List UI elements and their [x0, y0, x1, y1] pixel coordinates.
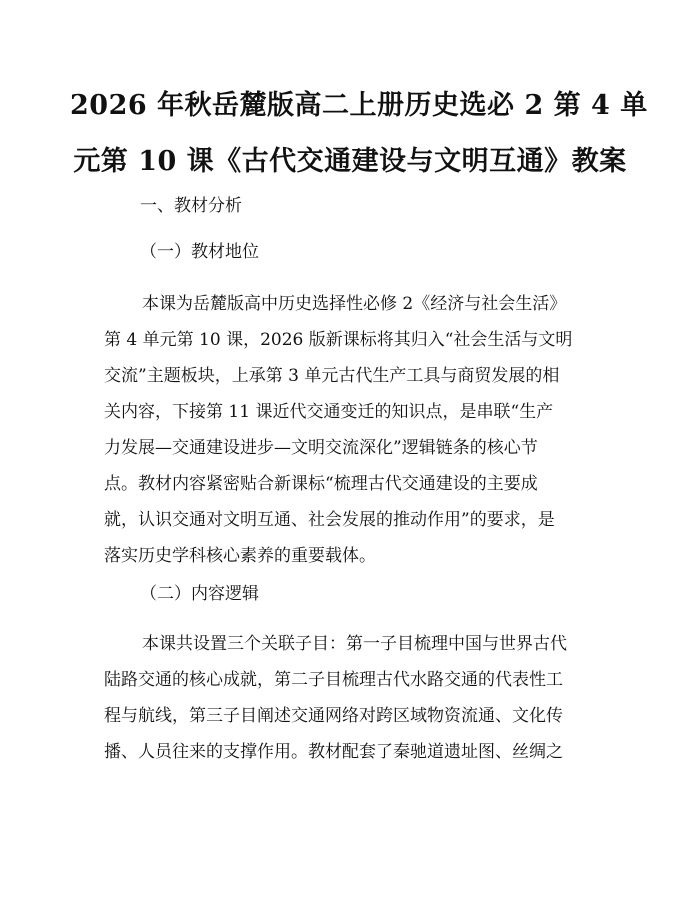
- paragraph-line: 就，认识交通对文明互通、社会发展的推动作用”的要求，是: [104, 510, 555, 530]
- title-line-1: 2026 年秋岳麓版高二上册历史选必 2 第 4 单: [70, 90, 648, 121]
- paragraph-line: 力发展—交通建设进步—文明交流深化”逻辑链条的核心节: [104, 438, 538, 458]
- paragraph-line: 交流”主题板块，上承第 3 单元古代生产工具与商贸发展的相: [104, 366, 560, 386]
- paragraph-line: 本课为岳麓版高中历史选择性必修 2《经济与社会生活》: [142, 294, 567, 314]
- subsection-heading-material-position: （一）教材地位: [140, 242, 259, 262]
- subsection-heading-content-logic: （二）内容逻辑: [140, 584, 259, 604]
- section-heading-teaching-material-analysis: 一、教材分析: [140, 196, 242, 216]
- paragraph-content-logic: [104, 626, 604, 770]
- title-line-2: 元第 10 课《古代交通建设与文明互通》教案: [73, 146, 627, 177]
- paragraph-line: 关内容，下接第 11 课近代交通变迁的知识点，是串联“生产: [104, 402, 554, 422]
- paragraph-line: 落实历史学科核心素养的重要载体。: [104, 546, 376, 566]
- paragraph-line: 陆路交通的核心成就，第二子目梳理古代水路交通的代表性工: [104, 670, 563, 690]
- paragraph-line: 第 4 单元第 10 课，2026 版新课标将其归入“社会生活与文明: [104, 330, 573, 350]
- paragraph-line: 本课共设置三个关联子目：第一子目梳理中国与世界古代: [142, 634, 567, 654]
- document-title: [70, 78, 648, 190]
- paragraph-line: 点。教材内容紧密贴合新课标“梳理古代交通建设的主要成: [104, 474, 538, 494]
- paragraph-line: 程与航线，第三子目阐述交通网络对跨区域物资流通、文化传: [104, 706, 563, 726]
- paragraph-material-position: [104, 286, 604, 574]
- paragraph-line: 播、人员往来的支撑作用。教材配套了秦驰道遗址图、丝绸之: [104, 742, 563, 762]
